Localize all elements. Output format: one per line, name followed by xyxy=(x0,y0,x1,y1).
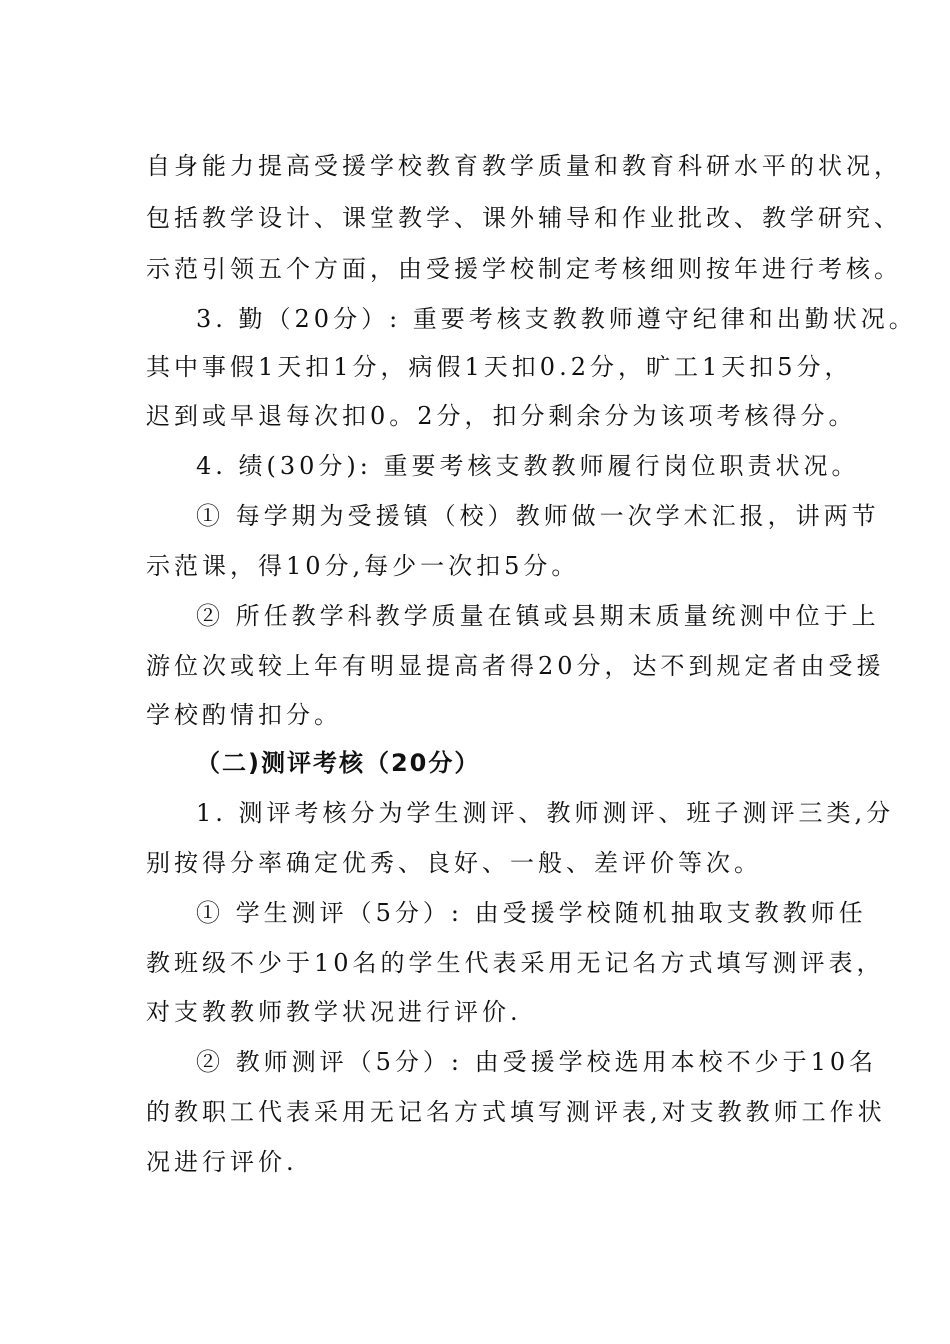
paragraph-line: 示范引领五个方面，由受援学校制定考核细则按年进行考核。 xyxy=(146,255,902,283)
paragraph-line: 其中事假1天扣1分，病假1天扣0.2分，旷工1天扣5分， xyxy=(146,353,853,381)
paragraph-line: 包括教学设计、课堂教学、课外辅导和作业批改、教学研究、 xyxy=(146,204,902,232)
paragraph-line-item-3: 3. 勤（20分）: 重要考核支教教师遵守纪律和出勤状况。 xyxy=(196,305,917,333)
paragraph-line: 对支教教师教学状况进行评价. xyxy=(146,998,522,1026)
paragraph-line: 游位次或较上年有明显提高者得20分，达不到规定者由受援 xyxy=(146,652,885,680)
paragraph-line-sub-2: ② 教师测评（5分）: 由受援学校选用本校不少于10名 xyxy=(196,1048,878,1076)
paragraph-line-sub-1: ① 学生测评（5分）: 由受援学校随机抽取支教教师任 xyxy=(196,899,867,927)
paragraph-line: 的教职工代表采用无记名方式填写测评表,对支教教师工作状 xyxy=(146,1098,886,1126)
paragraph-line-item-4: 4. 绩(30分): 重要考核支教教师履行岗位职责状况。 xyxy=(196,452,860,480)
paragraph-line-item-1: 1. 测评考核分为学生测评、教师测评、班子测评三类,分 xyxy=(196,799,895,827)
paragraph-line: 学校酌情扣分。 xyxy=(146,701,342,729)
paragraph-line: 教班级不少于10名的学生代表采用无记名方式填写测评表， xyxy=(146,949,885,977)
paragraph-line: 迟到或早退每次扣0。2分，扣分剩余分为该项考核得分。 xyxy=(146,402,857,430)
paragraph-line: 示范课，得10分,每少一次扣5分。 xyxy=(146,552,580,580)
paragraph-line-sub-1: ① 每学期为受援镇（校）教师做一次学术汇报，讲两节 xyxy=(196,502,880,530)
paragraph-line: 况进行评价. xyxy=(146,1148,298,1176)
paragraph-line: 自身能力提高受援学校教育教学质量和教育科研水平的状况， xyxy=(146,152,902,180)
paragraph-line-sub-2: ② 所任教学科教学质量在镇或县期末质量统测中位于上 xyxy=(196,602,880,630)
section-heading: （二)测评考核（20分） xyxy=(196,749,481,777)
paragraph-line: 别按得分率确定优秀、良好、一般、差评价等次。 xyxy=(146,849,762,877)
